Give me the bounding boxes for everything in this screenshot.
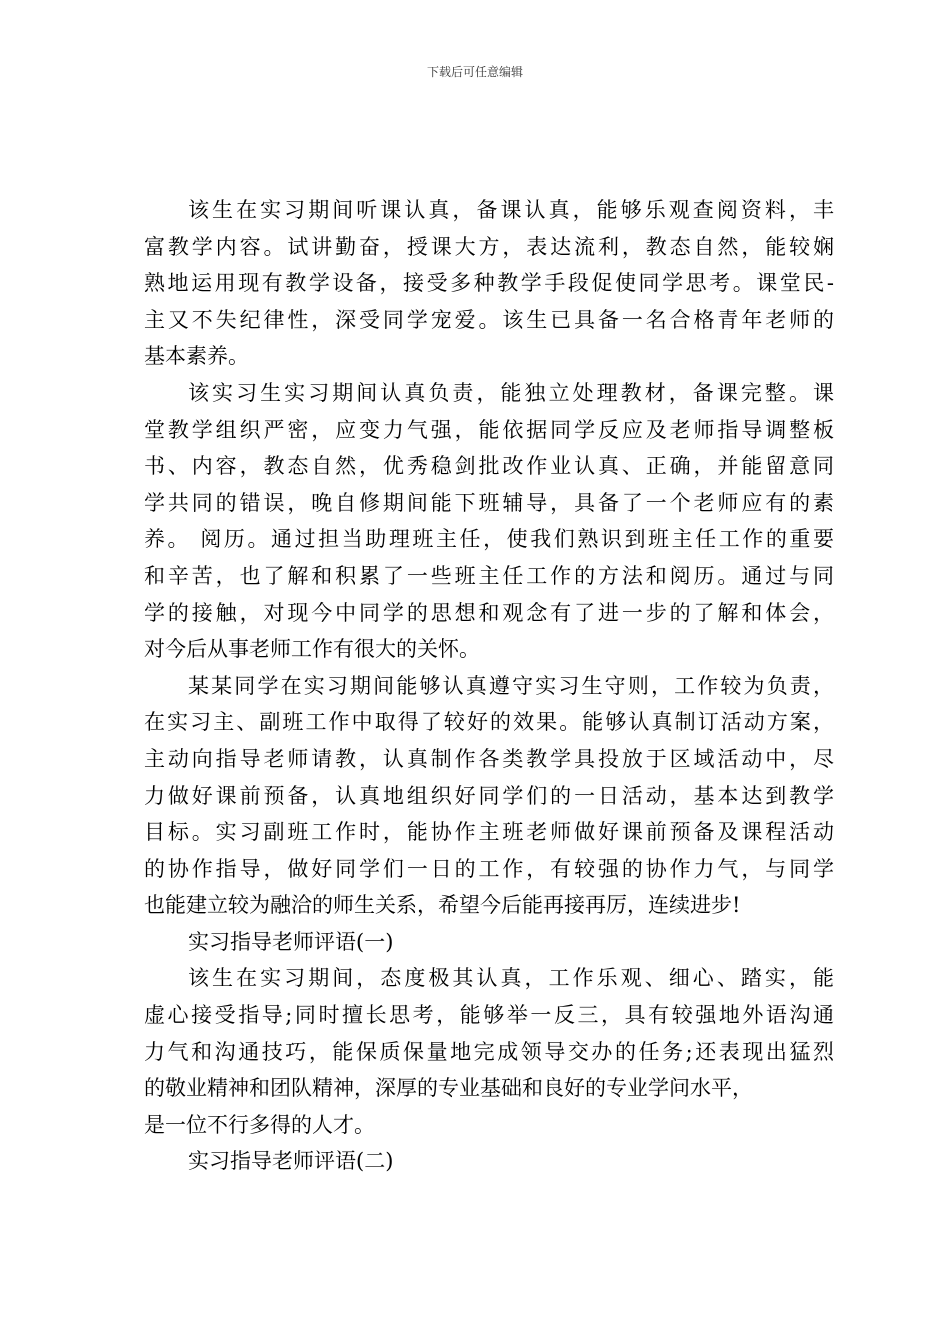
text-line: 虚心接受指导;同时擅长思考，能够举一反三，具有较强地外语沟通 xyxy=(144,1003,834,1028)
text-line: 主又不失纪律性，深受同学宠爱。该生已具备一名合格青年老师的 xyxy=(144,307,834,332)
text-line: 养。 阅历。通过担当助理班主任，使我们熟识到班主任工作的重要 xyxy=(144,527,834,552)
text-line: 也能建立较为融洽的师生关系，希望今后能再接再厉，连续进步! xyxy=(144,893,741,918)
text-line: 目标。实习副班工作时，能协作主班老师做好课前预备及课程活动 xyxy=(144,820,834,845)
text-line: 主动向指导老师请教，认真制作各类教学具投放于区域活动中，尽 xyxy=(144,746,834,771)
text-line: 熟地运用现有教学设备，接受多种教学手段促使同学思考。课堂民- xyxy=(144,271,834,296)
text-line: 基本素养。 xyxy=(144,344,249,369)
text-line: 该实习生实习期间认真负责，能独立处理教材，备课完整。课 xyxy=(188,380,834,405)
text-line: 学的接触，对现今中同学的思想和观念有了进一步的了解和体会， xyxy=(144,600,834,625)
text-line: 力做好课前预备，认真地组织好同学们的一日活动，基本达到教学 xyxy=(144,783,834,808)
text-line: 该生在实习期间听课认真，备课认真，能够乐观查阅资料，丰 xyxy=(188,198,834,222)
text-line: 堂教学组织严密，应变力气强，能依据同学反应及老师指导调整板 xyxy=(144,417,834,442)
text-line: 实习指导老师评语(一) xyxy=(188,929,394,954)
text-line: 该生在实习期间，态度极其认真，工作乐观、细心、踏实，能 xyxy=(188,966,834,991)
text-line: 书、内容，教态自然，优秀稳剑批改作业认真、正确，并能留意同 xyxy=(144,454,834,479)
text-line: 富教学内容。试讲勤奋，授课大方，表达流利，教态自然，能较娴 xyxy=(144,234,834,259)
document-body xyxy=(144,192,834,1180)
text-line: 在实习主、副班工作中取得了较好的效果。能够认真制订活动方案， xyxy=(144,710,834,735)
text-line: 的协作指导，做好同学们一日的工作，有较强的协作力气，与同学 xyxy=(144,856,834,881)
text-line: 和辛苦，也了解和积累了一些班主任工作的方法和阅历。通过与同 xyxy=(144,563,834,588)
page-header-note: 下载后可任意编辑 xyxy=(426,65,523,79)
text-line: 某某同学在实习期间能够认真遵守实习生守则，工作较为负责， xyxy=(188,673,834,698)
text-line: 力气和沟通技巧，能保质保量地完成领导交办的任务;还表现出猛烈 xyxy=(144,1039,834,1064)
text-line: 学共同的错误，晚自修期间能下班辅导，具备了一个老师应有的素 xyxy=(144,490,834,515)
text-line: 对今后从事老师工作有很大的关怀。 xyxy=(144,637,480,662)
text-line: 是一位不行多得的人才。 xyxy=(144,1112,375,1137)
text-line: 实习指导老师评语(二) xyxy=(188,1149,394,1174)
text-line: 的敬业精神和团队精神，深厚的专业基础和良好的专业学问水平， xyxy=(144,1076,753,1101)
